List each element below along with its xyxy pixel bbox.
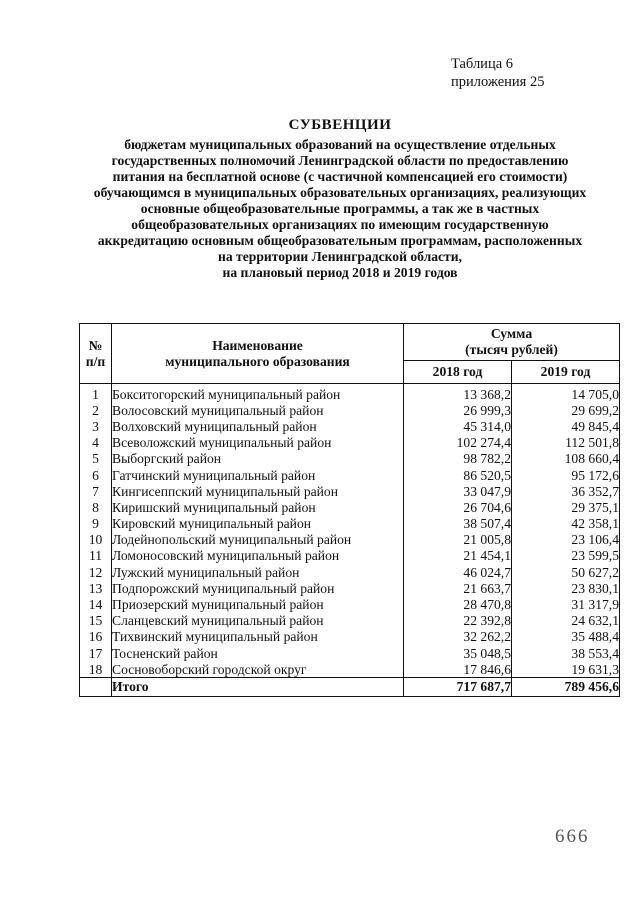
row-number: 8 (80, 499, 112, 515)
row-municipality: Кировский муниципальный район (112, 516, 404, 532)
table-row (80, 418, 620, 434)
title-line: общеобразовательных организациях по имеющим государственную (131, 217, 549, 232)
header-sum-line1: Сумма (490, 326, 533, 341)
row-municipality: Выборгский район (112, 451, 404, 467)
header-name-line1: Наименование (212, 337, 303, 353)
header-sum-line2: (тысяч рублей) (465, 342, 558, 357)
row-municipality: Гатчинский муниципальный район (112, 467, 404, 483)
row-value-2018: 32 262,2 (404, 629, 512, 645)
row-value-2018: 46 024,7 (404, 564, 512, 580)
row-value-2018: 45 314,0 (404, 418, 512, 434)
title-line: бюджетам муниципальных образований на осуществление отдельных (124, 137, 556, 152)
title-line: обучающимся в муниципальных образовательных организациях, реализующих (93, 185, 587, 200)
row-value-2018: 26 999,3 (404, 402, 512, 418)
row-value-2019: 95 172,6 (512, 467, 620, 483)
row-value-2018: 17 846,6 (404, 661, 512, 678)
row-value-2018: 28 470,8 (404, 596, 512, 612)
appendix-reference (451, 55, 544, 91)
row-number: 10 (80, 532, 112, 548)
document-title-block (60, 116, 620, 281)
row-municipality: Лодейнопольский муниципальный район (112, 532, 404, 548)
row-value-2019: 29 699,2 (512, 402, 620, 418)
row-municipality: Сосновоборский городской округ (112, 661, 404, 678)
row-number: 15 (80, 613, 112, 629)
row-number: 17 (80, 645, 112, 661)
row-value-2019: 50 627,2 (512, 564, 620, 580)
table-row (80, 451, 620, 467)
row-number: 6 (80, 467, 112, 483)
row-number: 13 (80, 580, 112, 596)
row-number: 14 (80, 596, 112, 612)
total-row (80, 678, 620, 697)
row-municipality: Ломоносовский муниципальный район (112, 548, 404, 564)
appendix-number-label: приложения 25 (451, 74, 545, 90)
title-line: на территории Ленинградской области, (218, 249, 462, 264)
row-value-2019: 42 358,1 (512, 516, 620, 532)
row-municipality: Тихвинский муниципальный район (112, 629, 404, 645)
table-row (80, 499, 620, 515)
row-municipality: Волховский муниципальный район (112, 418, 404, 434)
table-row (80, 435, 620, 451)
table-row (80, 645, 620, 661)
row-value-2018: 102 274,4 (404, 435, 512, 451)
row-number: 3 (80, 418, 112, 434)
table-row (80, 661, 620, 678)
row-value-2018: 86 520,5 (404, 467, 512, 483)
row-municipality: Всеволожский муниципальный район (112, 435, 404, 451)
table-row (80, 516, 620, 532)
row-number: 1 (80, 384, 112, 403)
header-year-2018: 2018 год (404, 361, 512, 384)
title-line: аккредитацию основным общеобразовательным программам, расположенных (97, 233, 583, 248)
title-line: государственных полномочий Ленинградской области по предоставлению (111, 153, 569, 168)
row-value-2019: 24 632,1 (512, 613, 620, 629)
header-municipality (112, 324, 404, 384)
row-value-2018: 21 005,8 (404, 532, 512, 548)
row-value-2019: 35 488,4 (512, 629, 620, 645)
table-row (80, 580, 620, 596)
row-value-2019: 31 317,9 (512, 596, 620, 612)
total-label: Итого (112, 678, 404, 697)
row-value-2018: 21 454,1 (404, 548, 512, 564)
row-value-2019: 36 352,7 (512, 483, 620, 499)
row-number: 5 (80, 451, 112, 467)
row-value-2019: 23 830,1 (512, 580, 620, 596)
row-municipality: Волосовский муниципальный район (112, 402, 404, 418)
header-row-number (80, 324, 112, 384)
title-line: основные общеобразовательные программы, а так же в частных (140, 201, 540, 216)
total-2018: 717 687,7 (404, 678, 512, 697)
row-municipality: Приозерский муниципальный район (112, 596, 404, 612)
row-municipality: Лужский муниципальный район (112, 564, 404, 580)
row-number: 16 (80, 629, 112, 645)
row-municipality: Бокситогорский муниципальный район (112, 384, 404, 403)
row-value-2018: 38 507,4 (404, 516, 512, 532)
row-value-2018: 26 704,6 (404, 499, 512, 515)
document-main-title: СУБВЕНЦИИ (288, 117, 392, 133)
row-value-2018: 33 047,9 (404, 483, 512, 499)
table-row (80, 483, 620, 499)
row-value-2018: 13 368,2 (404, 384, 512, 403)
table-row (80, 596, 620, 612)
header-num-sign: № (88, 337, 103, 353)
header-name-line2: муниципального образования (165, 353, 350, 369)
row-number: 4 (80, 435, 112, 451)
table-row (80, 384, 620, 403)
row-value-2019: 49 845,4 (512, 418, 620, 434)
table-row (80, 402, 620, 418)
total-2019: 789 456,6 (512, 678, 620, 697)
table-row (80, 532, 620, 548)
row-municipality: Кингисеппский муниципальный район (112, 483, 404, 499)
page-number: 666 (555, 826, 590, 847)
header-sum (404, 324, 620, 361)
appendix-table-label: Таблица 6 (451, 56, 514, 72)
row-value-2019: 38 553,4 (512, 645, 620, 661)
row-municipality: Подпорожский муниципальный район (112, 580, 404, 596)
row-value-2018: 22 392,8 (404, 613, 512, 629)
row-value-2018: 98 782,2 (404, 451, 512, 467)
row-value-2019: 19 631,3 (512, 661, 620, 678)
row-value-2019: 23 599,5 (512, 548, 620, 564)
row-value-2019: 23 106,4 (512, 532, 620, 548)
title-line: питания на бесплатной основе (с частичной компенсацией его стоимости) (112, 169, 568, 184)
subventions-table (79, 323, 620, 697)
row-value-2019: 108 660,4 (512, 451, 620, 467)
row-municipality: Сланцевский муниципальный район (112, 613, 404, 629)
table-row (80, 467, 620, 483)
table-row (80, 548, 620, 564)
row-value-2018: 35 048,5 (404, 645, 512, 661)
row-number: 7 (80, 483, 112, 499)
row-number: 12 (80, 564, 112, 580)
row-number: 18 (80, 661, 112, 678)
row-municipality: Киришский муниципальный район (112, 499, 404, 515)
row-value-2018: 21 663,7 (404, 580, 512, 596)
table-row (80, 564, 620, 580)
row-number: 9 (80, 516, 112, 532)
row-municipality: Тосненский район (112, 645, 404, 661)
row-value-2019: 112 501,8 (512, 435, 620, 451)
row-value-2019: 29 375,1 (512, 499, 620, 515)
header-year-2019: 2019 год (512, 361, 620, 384)
table-row (80, 613, 620, 629)
total-num-cell (80, 678, 112, 697)
table-body (80, 384, 620, 678)
title-line: на плановый период 2018 и 2019 годов (222, 265, 458, 280)
table-row (80, 629, 620, 645)
row-value-2019: 14 705,0 (512, 384, 620, 403)
row-number: 2 (80, 402, 112, 418)
header-num-abbr: п/п (85, 353, 106, 369)
row-number: 11 (80, 548, 112, 564)
